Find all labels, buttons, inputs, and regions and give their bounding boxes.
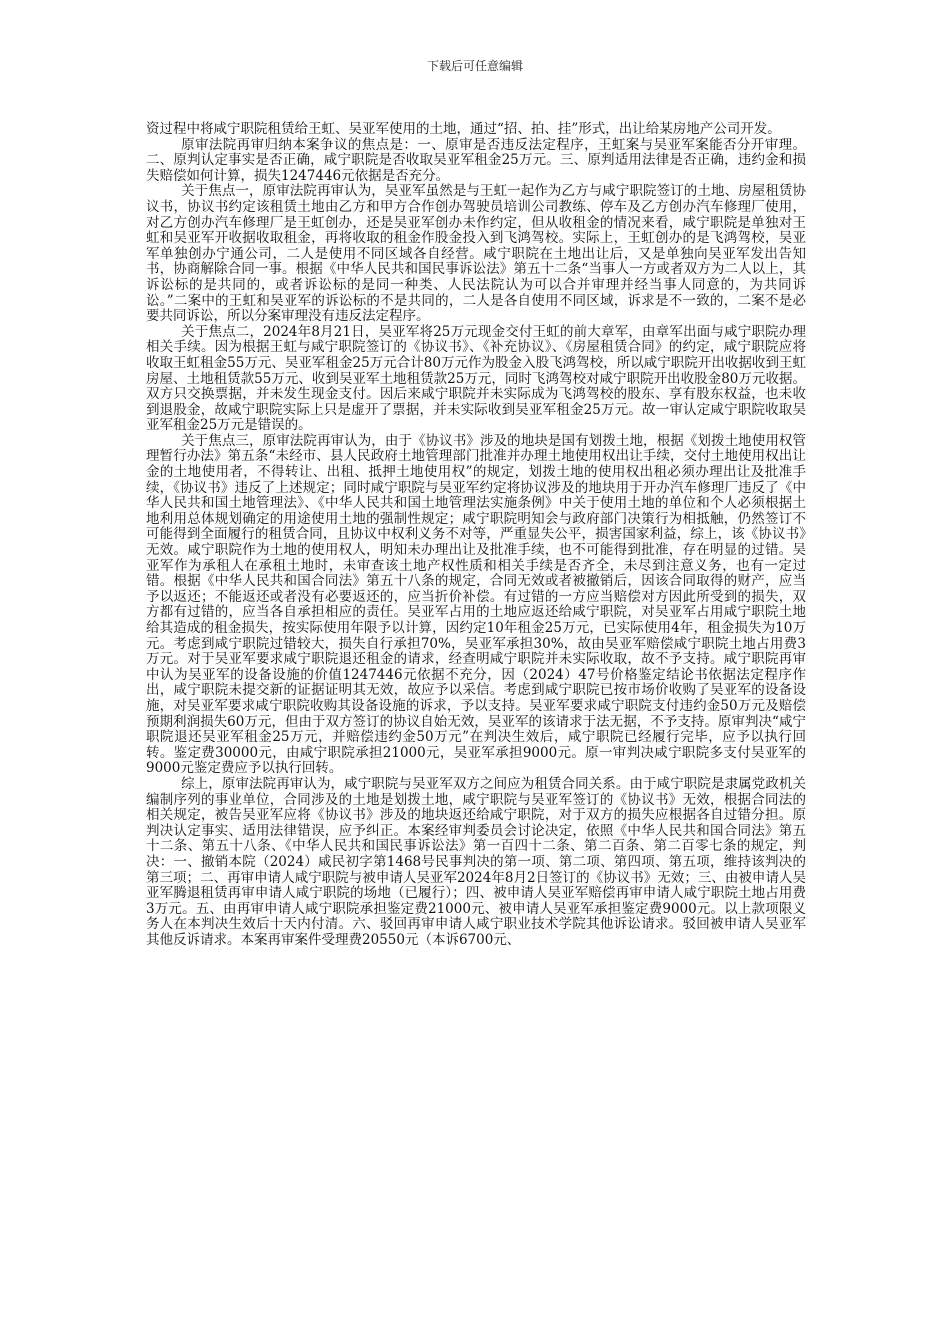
paragraph-focus-three: 关于焦点三，原审法院再审认为，由于《协议书》涉及的地块是国有划拨土地，根据《划拨土地使用权管理暂行办法》第五条“未经市、县人民政府土地管理部门批准并办理土地使用权出让手续，交付土地使用权出让金的土地使用者，不得转让、出租、抵押土地使用权”的规定，划拨土地的使用权出租必须办理出让及批准手续，《协议书》违反了上述规定；同时咸宁职院与吴亚军约定将协议涉及的地块用于开办汽车修理厂违反了《中华人民共和国土地管理法》、《中华人民共和国土地管理法实施条例》中关于使用土地的单位和个人必须根据土地利用总体规划确定的用途使用土地的强制性规定；咸宁职院明知会与政府部门决策行为相抵触，仍然签订不可能得到全面履行的租赁合同，且协议中权利义务不对等，严重显失公平，损害国家利益，综上，该《协议书》无效。咸宁职院作为土地的使用权人，明知未办理出让及批准手续，也不可能得到批准，存在明显的过错。吴亚军作为承租人在承租土地时，未审查该土地产权性质和相关手续是否齐全，未尽到注意义务，也有一定过错。根据《中华人民共和国合同法》第五十八条的规定，合同无效或者被撤销后，因该合同取得的财产，应当予以返还；不能返还或者没有必要返还的，应当折价补偿。有过错的一方应当赔偿对方因此所受到的损失，双方都有过错的，应当各自承担相应的责任。吴亚军占用的土地应返还给咸宁职院，对吴亚军占用咸宁职院土地给其造成的租金损失，按实际使用年限予以计算，因约定10年租金25万元，已实际使用4年，租金损失为10万元。考虑到咸宁职院过错较大，损失自行承担70%，吴亚军承担30%，故由吴亚军赔偿咸宁职院土地占用费3万元。对于吴亚军要求咸宁职院退还租金的请求，经查明咸宁职院并未实际收取，故不予支持。咸宁职院再审中认为吴亚军的设备设施的价值1247446元依据不充分，因（2024）47号价格鉴定结论书依据法定程序作出，咸宁职院未提交新的证据证明其无效，故应予以采信。考虑到咸宁职院已按市场价收购了吴亚军的设备设施，对吴亚军要求咸宁职院收购其设备设施的诉求，予以支持。吴亚军要求咸宁职院支付违约金50万元及赔偿预期利润损失60万元，但由于双方签订的协议自始无效，吴亚军的该请求于法无据，不予支持。原审判决“咸宁职院退还吴亚军租金25万元，并赔偿违约金50万元”在判决生效后，咸宁职院已经履行完毕，应予以执行回转。鉴定费30000元，由咸宁职院承担21000元，吴亚军承担9000元。原一审判决咸宁职院多支付吴亚军的9000元鉴定费应予以执行回转。	[146, 432, 806, 777]
paragraph-continuation: 资过程中将咸宁职院租赁给王虹、吴亚军使用的土地，通过“招、拍、挂”形式，出让给某房地产公司开发。	[146, 121, 781, 137]
paragraph-conclusion: 综上，原审法院再审认为，咸宁职院与吴亚军双方之间应为租赁合同关系。由于咸宁职院是隶属党政机关编制序列的事业单位，合同涉及的土地是划拨土地，咸宁职院与吴亚军签订的《协议书》无效，根据合同法的相关规定，被告吴亚军应将《协议书》涉及的地块返还给咸宁职院，对于双方的损失应根据各自过错分担。原判决认定事实、适用法律错误，应予纠正。本案经审判委员会讨论决定，依照《中华人民共和国合同法》第五十二条、第五十八条、《中华人民共和国民事诉讼法》第一百四十二条、第二百条、第二百零七条的规定，判决：一、撤销本院（2024）咸民初字第1468号民事判决的第一项、第二项、第四项、第五项，维持该判决的第三项；二、再审申请人咸宁职院与被申请人吴亚军2024年8月2日签订的《协议书》无效；三、由被申请人吴亚军腾退租赁再审申请人咸宁职院的场地（已履行）；四、被申请人吴亚军赔偿再审申请人咸宁职院土地占用费3万元。五、由再审申请人咸宁职院承担鉴定费21000元、被申请人吴亚军承担鉴定费9000元。以上款项限义务人在本判决生效后十天内付清。六、驳回再审申请人咸宁职业技术学院其他诉讼请求。驳回被申请人吴亚军其他反诉请求。本案再审案件受理费20550元（本诉6700元、	[146, 775, 806, 948]
paragraph-dispute-focus: 原审法院再审归纳本案争议的焦点是：一、原审是否违反法定程序，王虹案与吴亚军案能否分开审理。二、原判认定事实是否正确，咸宁职院是否收取吴亚军租金25万元。三、原判适用法律是否正确，违约金和损失赔偿如何计算，损失1247446元依据是否充分。	[146, 136, 806, 184]
page-header	[0, 58, 950, 74]
paragraph-focus-one: 关于焦点一，原审法院再审认为，吴亚军虽然是与王虹一起作为乙方与咸宁职院签订的土地、房屋租赁协议书，协议书约定该租赁土地由乙方和甲方合作创办驾驶员培训公司教练、停车及乙方创办汽车修理厂使用，对乙方创办汽车修理厂是王虹创办，还是吴亚军创办未作约定，但从收租金的情况来看，咸宁职院是单独对王虹和吴亚军开收据收取租金，再将收取的租金作股金投入到飞鸿驾校。实际上，王虹创办的是飞鸿驾校，吴亚军单独创办宁通公司，二人是使用不同区域各自经营。咸宁职院在土地出让后，又是单独向吴亚军发出告知书，协商解除合同一事。根据《中华人民共和国民事诉讼法》第五十二条“当事人一方或者双方为二人以上，其诉讼标的是共同的，或者诉讼标的是同一种类、人民法院认为可以合并审理并经当事人同意的，为共同诉讼。”二案中的王虹和吴亚军的诉讼标的不是共同的，二人是各自使用不同区域，诉求是不一致的，二案不是必要共同诉讼，所以分案审理没有违反法定程序。	[146, 183, 806, 325]
document-body	[146, 122, 806, 948]
header-text: 下载后可任意编辑	[426, 59, 523, 73]
paragraph-focus-two: 关于焦点二，2024年8月21日，吴亚军将25万元现金交付王虹的前大章军，由章军出面与咸宁职院办理相关手续。因为根据王虹与咸宁职院签订的《协议书》、《补充协议》、《房屋租赁合同》的约定，咸宁职院应将收取王虹租金55万元、吴亚军租金25万元合计80万元作为股金入股飞鸿驾校，所以咸宁职院开出收据收到王虹房屋、土地租赁款55万元、收到吴亚军土地租赁款25万元，同时飞鸿驾校对咸宁职院开出收股金80万元收据。双方只交换票据，并未发生现金支付。因后来咸宁职院并未实际成为飞鸿驾校的股东、享有股东权益，也未收到退股金，故咸宁职院实际上只是虚开了票据，并未实际收到吴亚军租金25万元。故一审认定咸宁职院收取吴亚军租金25万元是错误的。	[146, 323, 806, 434]
